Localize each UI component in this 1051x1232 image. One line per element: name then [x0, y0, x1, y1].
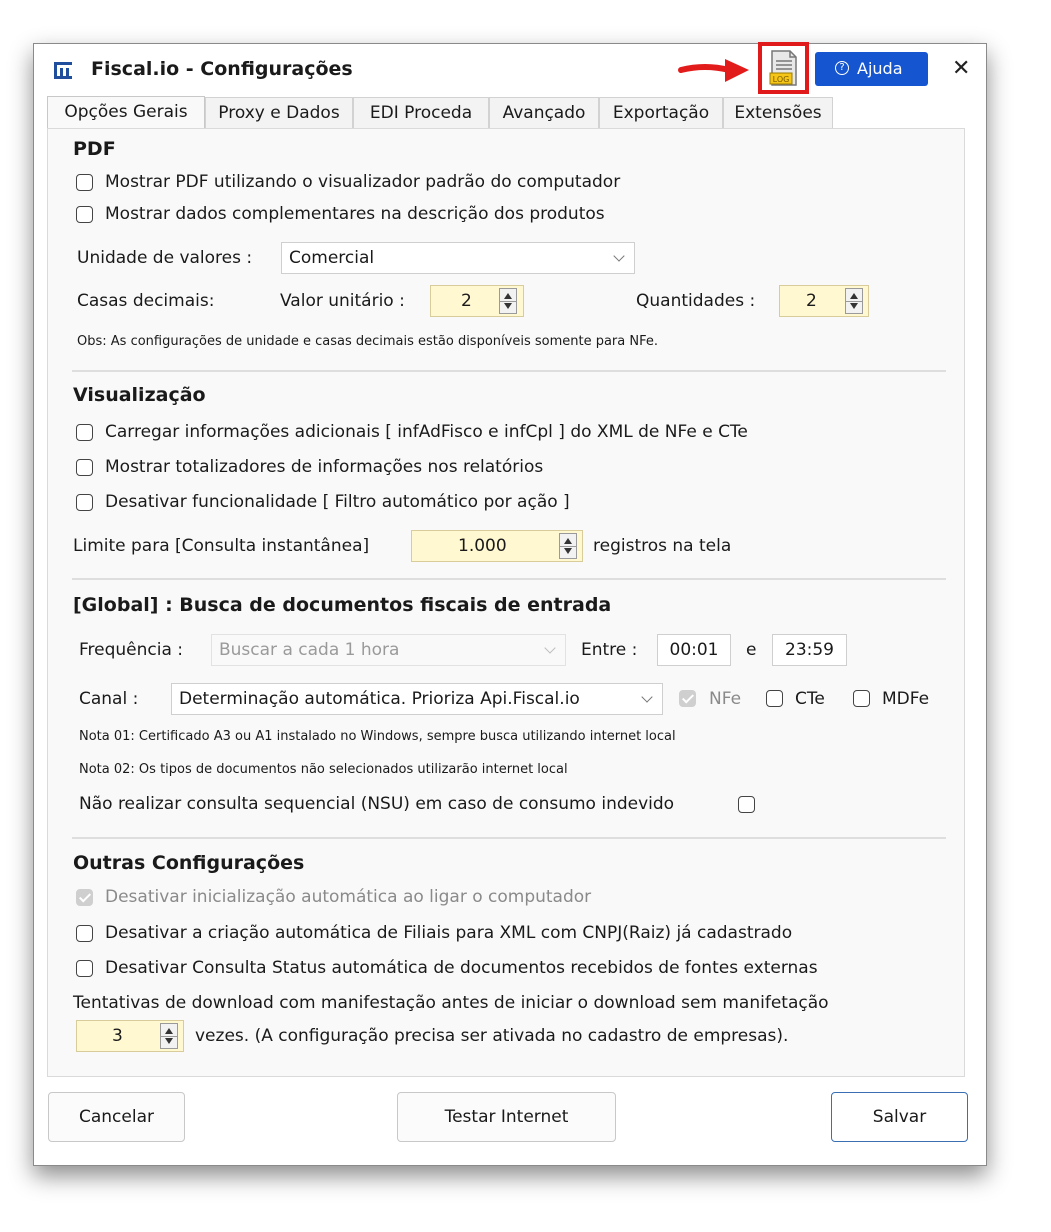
nsu-label: Não realizar consulta sequencial (NSU) em caso de consumo indevido: [79, 794, 675, 814]
qty-value: 2: [806, 291, 817, 311]
app-logo-icon: [52, 59, 74, 81]
tab-export[interactable]: Exportação: [599, 97, 723, 128]
frequency-label: Frequência :: [79, 640, 184, 660]
other-heading: Outras Configurações: [73, 852, 305, 874]
nfe-label: NFe: [709, 689, 742, 709]
additional-info-label: Carregar informações adicionais [ infAdFisco e infCpl ] do XML de NFe e CTe: [105, 422, 748, 442]
auto-start-checkbox[interactable]: [76, 889, 93, 906]
note-02: Nota 02: Os tipos de documentos não selecionados utilizarão internet local: [79, 762, 568, 777]
channel-select[interactable]: [171, 683, 663, 715]
pdf-complementary-checkbox[interactable]: [76, 206, 93, 223]
frequency-value: Buscar a cada 1 hora: [219, 640, 400, 660]
global-heading: [Global] : Busca de documentos fiscais de entrada: [73, 594, 612, 616]
unit-label: Unidade de valores :: [77, 248, 253, 268]
cancel-button[interactable]: Cancelar: [48, 1092, 185, 1142]
attempts-text: Tentativas de download com manifestação antes de iniciar o download sem manifetação: [73, 993, 829, 1013]
window-title: Fiscal.io - Configurações: [91, 58, 353, 80]
frequency-select[interactable]: [211, 634, 566, 666]
help-button[interactable]: [815, 52, 928, 86]
qty-spin-buttons[interactable]: [845, 288, 863, 314]
limit-value: 1.000: [458, 536, 507, 556]
unit-price-value: 2: [461, 291, 472, 311]
nfe-checkbox[interactable]: [679, 690, 696, 707]
note-01: Nota 01: Certificado A3 ou A1 instalado no Windows, sempre busca utilizando internet local: [79, 729, 676, 744]
limit-spinner[interactable]: [411, 530, 583, 562]
save-button[interactable]: Salvar: [831, 1092, 968, 1142]
auto-filter-label: Desativar funcionalidade [ Filtro automático por ação ]: [105, 492, 570, 512]
tab-advanced[interactable]: Avançado: [489, 97, 599, 128]
totals-checkbox[interactable]: [76, 459, 93, 476]
totals-label: Mostrar totalizadores de informações nos relatórios: [105, 457, 544, 477]
unit-select-value: Comercial: [289, 248, 375, 268]
unit-select[interactable]: [281, 242, 635, 274]
help-icon: ?: [835, 61, 849, 75]
channel-label: Canal :: [79, 689, 139, 709]
mdfe-label: MDFe: [882, 689, 930, 709]
and-label: e: [746, 640, 757, 660]
pdf-note: Obs: As configurações de unidade e casas decimais estão disponíveis somente para NFe.: [77, 334, 658, 349]
separator: [72, 578, 946, 580]
auto-filter-checkbox[interactable]: [76, 494, 93, 511]
cte-label: CTe: [795, 689, 825, 709]
view-heading: Visualização: [73, 384, 206, 406]
unit-price-label: Valor unitário :: [280, 291, 405, 311]
status-query-label: Desativar Consulta Status automática de documentos recebidos de fontes externas: [105, 958, 818, 978]
end-time-input[interactable]: 23:59: [772, 634, 847, 666]
log-button[interactable]: [758, 42, 809, 94]
separator: [72, 837, 946, 839]
limit-suffix: registros na tela: [593, 536, 732, 556]
tab-general[interactable]: Opções Gerais: [47, 96, 205, 129]
tab-extensions[interactable]: Extensões: [723, 97, 833, 128]
tab-proxy[interactable]: Proxy e Dados: [205, 97, 353, 128]
chevron-down-icon: [613, 250, 624, 261]
branch-creation-label: Desativar a criação automática de Filiais para XML com CNPJ(Raiz) já cadastrado: [105, 923, 793, 943]
branch-creation-checkbox[interactable]: [76, 925, 93, 942]
chevron-down-icon: [641, 691, 652, 702]
limit-label: Limite para [Consulta instantânea]: [73, 536, 370, 556]
limit-spin-buttons[interactable]: [559, 533, 577, 559]
attempts-suffix: vezes. (A configuração precisa ser ativada no cadastro de empresas).: [195, 1026, 789, 1046]
test-internet-button[interactable]: Testar Internet: [397, 1092, 616, 1142]
status-query-checkbox[interactable]: [76, 960, 93, 977]
pdf-complementary-label: Mostrar dados complementares na descrição dos produtos: [105, 204, 605, 224]
attempts-spin-buttons[interactable]: [160, 1023, 178, 1049]
tab-edi[interactable]: EDI Proceda: [353, 97, 489, 128]
cte-checkbox[interactable]: [766, 690, 783, 707]
unit-price-spin-buttons[interactable]: [499, 288, 517, 314]
mdfe-checkbox[interactable]: [853, 690, 870, 707]
help-label: Ajuda: [857, 59, 903, 78]
close-icon[interactable]: ✕: [952, 56, 971, 81]
pdf-heading: PDF: [73, 138, 116, 160]
separator: [72, 370, 946, 372]
chevron-down-icon: [544, 642, 555, 653]
log-label: LOG: [772, 75, 790, 84]
red-arrow-icon: [677, 54, 755, 88]
attempts-value: 3: [112, 1026, 123, 1046]
channel-value: Determinação automática. Prioriza Api.Fiscal.io: [179, 689, 580, 709]
nsu-checkbox[interactable]: [738, 796, 755, 813]
decimals-label: Casas decimais:: [77, 291, 215, 311]
log-file-icon: [762, 46, 805, 90]
between-label: Entre :: [581, 640, 638, 660]
qty-label: Quantidades :: [636, 291, 756, 311]
additional-info-checkbox[interactable]: [76, 424, 93, 441]
start-time-input[interactable]: 00:01: [657, 634, 731, 666]
pdf-default-viewer-checkbox[interactable]: [76, 174, 93, 191]
auto-start-label: Desativar inicialização automática ao ligar o computador: [105, 887, 592, 907]
pdf-default-viewer-label: Mostrar PDF utilizando o visualizador padrão do computador: [105, 172, 621, 192]
